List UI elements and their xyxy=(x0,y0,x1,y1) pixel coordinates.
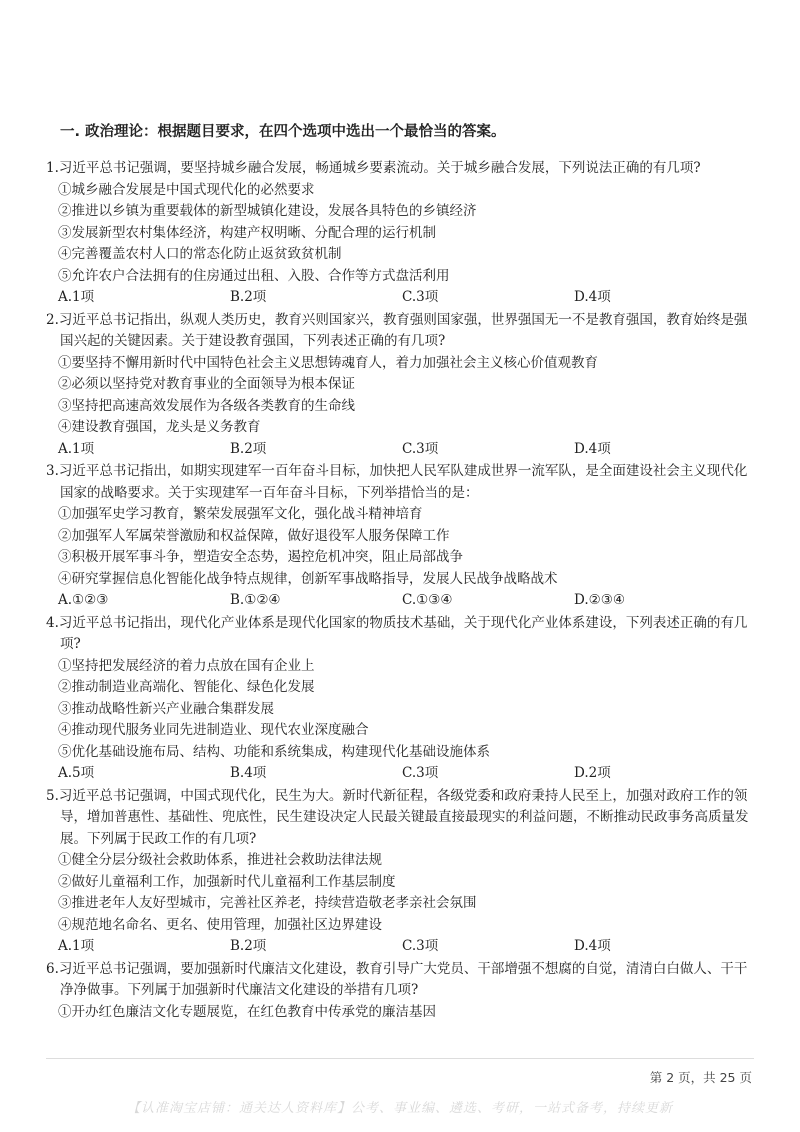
answer-choice: A.5项 xyxy=(58,765,95,781)
watermark-text: 【认准淘宝店铺：通关达人资料库】公考、事业编、遴选、考研，一站式备考，持续更新 xyxy=(126,1101,673,1116)
answer-choice: A.1项 xyxy=(58,938,95,954)
question-statement: ⑤允许农户合法拥有的住房通过出租、入股、合作等方式盘活利用 xyxy=(58,267,450,284)
answer-choice: D.4项 xyxy=(574,440,611,457)
question-statement: ④完善覆盖农村人口的常态化防止返贫致贫机制 xyxy=(58,246,342,262)
question-statement: ④研究掌握信息化智能化战争特点规律，创新军事战略指导，发展人民战争战略战术 xyxy=(58,570,558,587)
question-statement: ③推进老年人友好型城市，完善社区养老，持续营造敬老孝亲社会氛围 xyxy=(58,895,477,911)
question-stem: 2.习近平总书记指出，纵观人类历史，教育兴则国家兴，教育强则国家强，世界强国无一不是教育强国，教育始终是强国兴起的关键因素。关于建设教育强国，下列表述正确的有几项? xyxy=(46,311,748,349)
answer-choices xyxy=(46,936,758,958)
question-statement: ②做好儿童福利工作，加强新时代儿童福利工作基层制度 xyxy=(58,873,396,890)
answer-choice: B.2项 xyxy=(230,289,267,305)
answer-choice: D.4项 xyxy=(574,289,611,305)
question-stem: 5.习近平总书记强调，中国式现代化，民生为大。新时代新征程，各级党委和政府秉持人民至上，加强对政府工作的领导，增加普惠性、基础性、兜底性，民生建设决定人民最关键最直接最现实的利益问题，不断推动民政事务高质量发展。下列属于民政工作的有几项? xyxy=(46,787,749,847)
question-statement: ②加强军人军属荣誉激励和权益保障，做好退役军人服务保障工作 xyxy=(58,527,450,544)
question-block xyxy=(46,959,758,1024)
answer-choice: D.2项 xyxy=(574,765,611,781)
question-stem: 6.习近平总书记强调，要加强新时代廉洁文化建设，教育引导广大党员、干部增强不想腐的自觉，清清白白做人、干干净净做事。下列属于加强新时代廉洁文化建设的举措有几项? xyxy=(46,960,748,998)
answer-choice: C.3项 xyxy=(402,938,439,954)
question-statement: ①健全分层分级社会救助体系，推进社会救助法律法规 xyxy=(58,852,382,868)
question-statement: ①加强军史学习教育，繁荣发展强军文化，强化战斗精神培育 xyxy=(58,506,423,522)
answer-choice: C.3项 xyxy=(402,440,439,457)
question-statement: ④规范地名命名、更名、使用管理，加强社区边界建设 xyxy=(58,916,382,933)
question-block xyxy=(46,461,758,612)
question-statement: ②推动制造业高端化、智能化、绿色化发展 xyxy=(58,679,315,695)
question-block xyxy=(46,310,758,461)
answer-choice: A.①②③ xyxy=(58,592,109,608)
question-stem: 3.习近平总书记指出，如期实现建军一百年奋斗目标，加快把人民军队建成世界一流军队，是全面建设社会主义现代化国家的战略要求。关于实现建军一百年奋斗目标，下列举措恰当的是： xyxy=(46,463,748,501)
answer-choices xyxy=(46,590,758,612)
question-block xyxy=(46,613,758,785)
answer-choice: D.4项 xyxy=(574,938,611,954)
answer-choice: C.①③④ xyxy=(402,592,453,608)
question-statement: ③积极开展军事斗争，塑造安全态势，遏控危机冲突，阻止局部战争 xyxy=(58,549,463,565)
answer-choice: B.①②④ xyxy=(230,592,281,608)
answer-choices xyxy=(46,287,758,309)
question-statement: ②必须以坚持党对教育事业的全面领导为根本保证 xyxy=(58,376,355,392)
answer-choice: D.②③④ xyxy=(574,592,625,608)
answer-choice: A.1项 xyxy=(58,440,95,457)
answer-choice: A.1项 xyxy=(58,289,95,305)
question-statement: ①城乡融合发展是中国式现代化的必然要求 xyxy=(58,181,315,198)
page-number: 第 2 页，共 25 页 xyxy=(649,1070,752,1085)
section-title: 一. 政治理论：根据题目要求，在四个选项中选出一个最恰当的答案。 xyxy=(60,124,506,140)
answer-choice: C.3项 xyxy=(402,289,439,305)
question-statement: ③发展新型农村集体经济，构建产权明晰、分配合理的运行机制 xyxy=(58,224,436,241)
question-statement: ①要坚持不懈用新时代中国特色社会主义思想铸魂育人，着力加强社会主义核心价值观教育 xyxy=(58,354,598,371)
question-statement: ⑤优化基础设施布局、结构、功能和系统集成，构建现代化基础设施体系 xyxy=(58,743,490,760)
question-stem: 4.习近平总书记指出，现代化产业体系是现代化国家的物质技术基础，关于现代化产业体系建设，下列表述正确的有几项? xyxy=(46,614,748,652)
answer-choice: B.2项 xyxy=(230,938,267,954)
question-list xyxy=(46,158,758,1024)
question-statement: ④建设教育强国，龙头是义务教育 xyxy=(58,419,261,435)
question-statement: ③坚持把高速高效发展作为各级各类教育的生命线 xyxy=(58,397,355,414)
answer-choice: B.4项 xyxy=(230,765,267,781)
answer-choice: C.3项 xyxy=(402,765,439,781)
answer-choices xyxy=(46,439,758,461)
question-statement: ③推动战略性新兴产业融合集群发展 xyxy=(58,700,274,717)
question-statement: ④推动现代服务业同先进制造业、现代农业深度融合 xyxy=(58,722,369,738)
question-statement: ②推进以乡镇为重要载体的新型城镇化建设，发展各具特色的乡镇经济 xyxy=(58,203,477,219)
answer-choice: B.2项 xyxy=(230,440,267,457)
answer-choices xyxy=(46,763,758,785)
question-statement: ①开办红色廉洁文化专题展览，在红色教育中传承党的廉洁基因 xyxy=(58,1003,436,1020)
question-block xyxy=(46,158,758,309)
question-statement: ①坚持把发展经济的着力点放在国有企业上 xyxy=(58,657,315,674)
question-block xyxy=(46,786,758,958)
question-stem: 1.习近平总书记强调，要坚持城乡融合发展，畅通城乡要素流动。关于城乡融合发展，下列说法正确的有几项? xyxy=(46,160,701,176)
footer-divider xyxy=(46,1058,754,1059)
